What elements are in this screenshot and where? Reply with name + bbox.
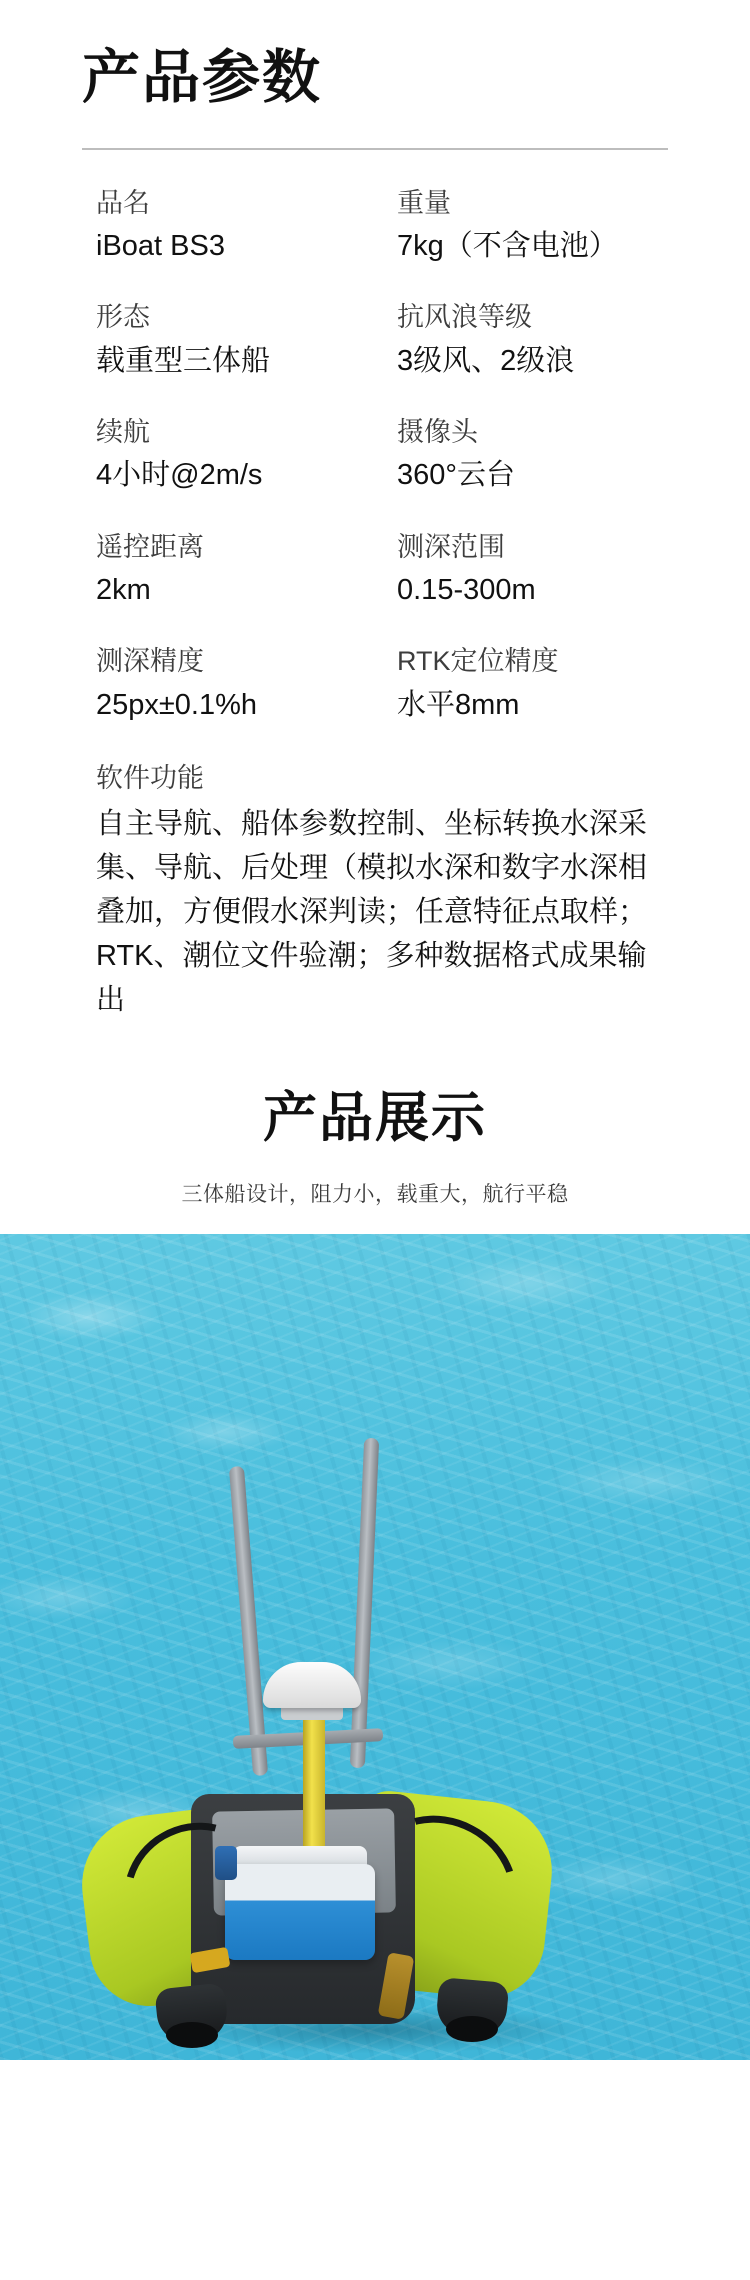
spec-label: RTK定位精度 bbox=[397, 646, 559, 677]
showcase-subtitle: 三体船设计，阻力小，载重大，航行平稳 bbox=[181, 1182, 569, 1206]
spec-label: 重量 bbox=[397, 187, 451, 218]
title-divider bbox=[82, 148, 668, 150]
product-parameters-section bbox=[0, 0, 750, 1023]
spec-value: 水平8mm bbox=[397, 688, 520, 721]
spec-item-form bbox=[82, 298, 367, 383]
spec-label: 品名 bbox=[96, 187, 150, 218]
showcase-title: 产品展示 bbox=[263, 1087, 487, 1148]
spec-item-depth-accuracy bbox=[82, 642, 367, 727]
spec-grid bbox=[82, 184, 668, 727]
spec-value: 0.15-300m bbox=[397, 573, 536, 606]
spec-value: 自主导航、船体参数控制、坐标转换水深采集、导航、后处理（模拟水深和数字水深相叠加，方便假水深判读；任意特征点取样；RTK、潮位文件验潮；多种数据格式成果输出 bbox=[96, 808, 648, 1017]
product-photo bbox=[0, 1234, 750, 2060]
product-showcase-section bbox=[0, 1075, 750, 1208]
spec-label: 续航 bbox=[96, 417, 150, 448]
spec-item-wind-wave-rating bbox=[383, 298, 668, 383]
spec-label: 摄像头 bbox=[397, 417, 478, 448]
spec-label: 测深精度 bbox=[96, 646, 204, 677]
spec-item-camera bbox=[383, 413, 668, 498]
gnss-antenna-icon bbox=[263, 1662, 361, 1708]
spec-item-remote-range bbox=[82, 528, 367, 613]
page-title: 产品参数 bbox=[82, 45, 323, 110]
spec-item-depth-range bbox=[383, 528, 668, 613]
spec-value: 360°云台 bbox=[397, 459, 515, 492]
spec-value: 25px±0.1%h bbox=[96, 688, 258, 721]
antenna-mast-left bbox=[229, 1465, 268, 1775]
spec-item-software-features bbox=[82, 759, 668, 1023]
spec-value: 2km bbox=[96, 573, 151, 606]
spec-label: 软件功能 bbox=[96, 763, 204, 793]
spec-item-rtk-accuracy bbox=[383, 642, 668, 727]
spec-label: 测深范围 bbox=[397, 531, 505, 562]
thruster-nozzle-left bbox=[166, 2022, 218, 2048]
thruster-nozzle-right bbox=[446, 2016, 498, 2042]
spec-value: 载重型三体船 bbox=[96, 344, 271, 377]
spec-value: 3级风、2级浪 bbox=[397, 344, 575, 377]
spec-item-endurance bbox=[82, 413, 367, 498]
antenna-mast-right bbox=[350, 1437, 379, 1767]
spec-value: 7kg（不含电池） bbox=[397, 229, 618, 262]
spec-label: 遥控距离 bbox=[96, 531, 204, 562]
spec-value: 4小时@2m/s bbox=[96, 459, 263, 492]
spec-label: 抗风浪等级 bbox=[397, 302, 532, 333]
spec-item-product-name bbox=[82, 184, 367, 269]
spec-item-weight bbox=[383, 184, 668, 269]
spec-label: 形态 bbox=[96, 302, 150, 333]
boat-illustration bbox=[65, 1394, 685, 2034]
spec-value: iBoat BS3 bbox=[96, 229, 225, 262]
